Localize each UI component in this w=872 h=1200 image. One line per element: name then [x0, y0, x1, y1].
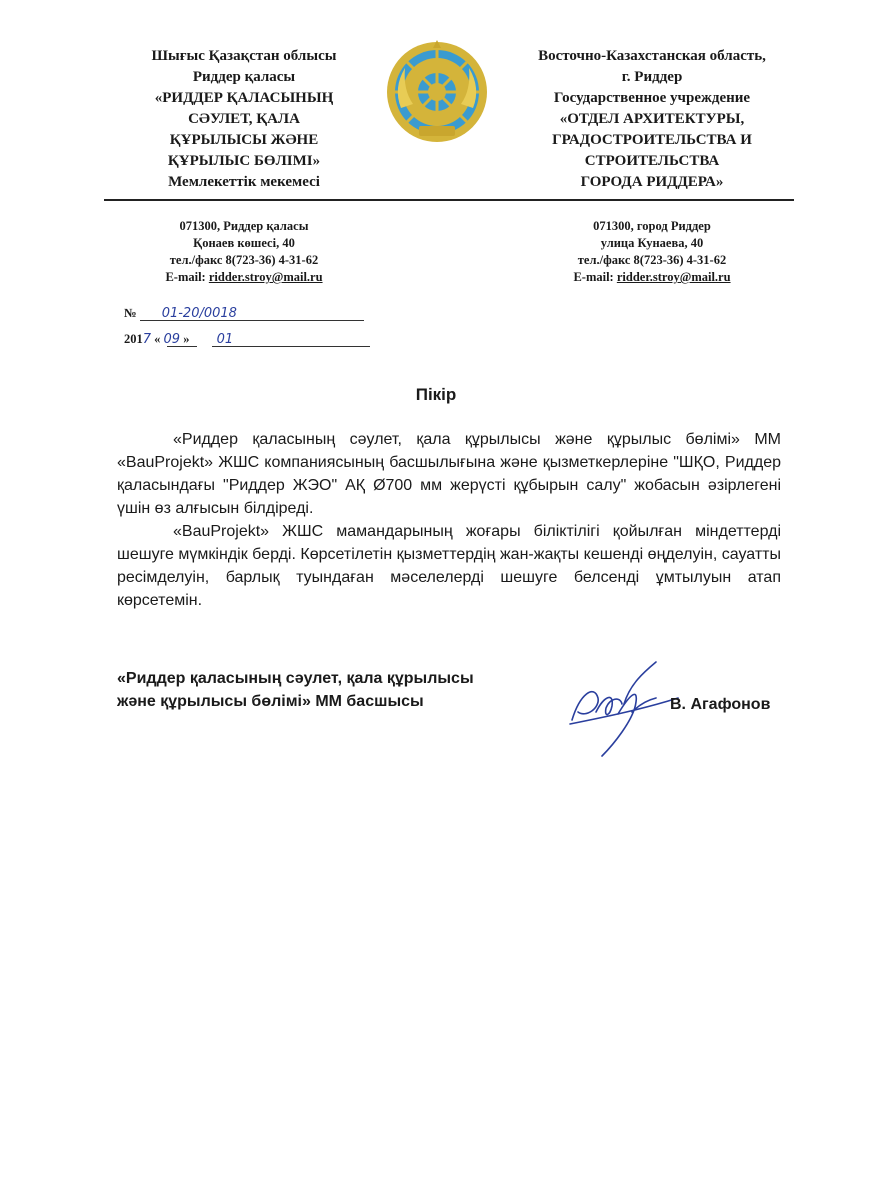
address-line: тел./факс 8(723-36) 4-31-62	[169, 253, 319, 267]
number-label: №	[124, 306, 137, 320]
registration-number-row	[124, 306, 237, 321]
close-quote: »	[183, 332, 190, 346]
document-title: Пікір	[415, 385, 457, 404]
header-left-line: СӘУЛЕТ, ҚАЛА	[188, 111, 300, 127]
email-line	[514, 269, 790, 286]
address-right	[514, 218, 790, 286]
body-paragraph: «BauProjekt» ЖШС мамандарының жоғары біліктілігі қойылған міндеттерді шешуге мүмкіндік берді. Көрсетілетін қызметтердің жан-жақты кешенді өңделуін, сауатты ресімделуін, барлық туындаған мәселелерді шешуге белсенді ұмтылуын атап көрсетемін.	[117, 523, 781, 609]
signatory-position	[117, 667, 474, 713]
header-left-line: ҚҰРЫЛЫСЫ ЖӘНЕ	[169, 132, 319, 148]
signatory-name: В. Агафонов	[670, 696, 771, 713]
header-divider	[104, 199, 794, 201]
year-suffix: 7	[142, 332, 152, 347]
header-right-russian	[514, 46, 790, 193]
position-line: «Риддер қаласының сәулет, қала құрылысы	[117, 670, 474, 687]
year-prefix: 201	[124, 332, 143, 346]
header-right-line: «ОТДЕЛ АРХИТЕКТУРЫ,	[559, 111, 745, 127]
header-right-line: Восточно-Казахстанская область,	[538, 48, 766, 64]
address-line: тел./факс 8(723-36) 4-31-62	[577, 253, 727, 267]
email-link[interactable]: ridder.stroy@mail.ru	[616, 270, 731, 284]
address-line: Қонаев көшесі, 40	[193, 236, 295, 250]
email-label: E-mail:	[165, 270, 209, 284]
header-right-line: г. Риддер	[621, 69, 683, 85]
header-right-line: ГРАДОСТРОИТЕЛЬСТВА И	[552, 132, 752, 148]
position-line: және құрылысы бөлімі» ММ басшысы	[117, 693, 424, 710]
email-link[interactable]: ridder.stroy@mail.ru	[208, 270, 323, 284]
email-line	[120, 269, 368, 286]
address-line: 071300, город Риддер	[593, 219, 711, 233]
month-underline	[212, 346, 370, 347]
header-right-line: ГОРОДА РИДДЕРА»	[580, 174, 724, 190]
header-left-line: Риддер қаласы	[192, 69, 296, 85]
header-right-line: Государственное учреждение	[553, 90, 751, 106]
address-line: улица Кунаева, 40	[600, 236, 704, 250]
address-line: 071300, Риддер қаласы	[179, 219, 309, 233]
body-paragraph: «Риддер қаласының сәулет, қала құрылысы және құрылыс бөлімі» ММ «BauProjekt» ЖШС компаниясының басшылығына және қызметкерлеріне "ШҚО, Риддер қаласындағы "Риддер ЖЭО" АҚ Ø700 мм жерүсті құбырын салу" жобасын әзірлегені үшін өз алғысын білдіреді.	[117, 431, 781, 517]
date-day: 09	[163, 332, 181, 347]
letter-body	[117, 428, 781, 612]
date-month: 01	[216, 332, 234, 347]
header-left-kazakh	[120, 46, 368, 193]
header-left-line: ҚҰРЫЛЫС БӨЛІМІ»	[167, 153, 321, 169]
kazakhstan-state-emblem-icon	[383, 38, 491, 146]
day-underline	[167, 346, 197, 347]
registration-date-row	[124, 332, 233, 347]
header-left-line: Мемлекеттік мекемесі	[168, 174, 320, 190]
address-left	[120, 218, 368, 286]
header-left-line: Шығыс Қазақстан облысы	[151, 48, 337, 64]
number-value: 01-20/0018	[161, 306, 237, 321]
header-right-line: СТРОИТЕЛЬСТВА	[584, 153, 720, 169]
open-quote: «	[154, 332, 161, 346]
number-underline	[140, 320, 364, 321]
header-left-line: «РИДДЕР ҚАЛАСЫНЫҢ	[154, 90, 334, 106]
email-label: E-mail:	[573, 270, 617, 284]
